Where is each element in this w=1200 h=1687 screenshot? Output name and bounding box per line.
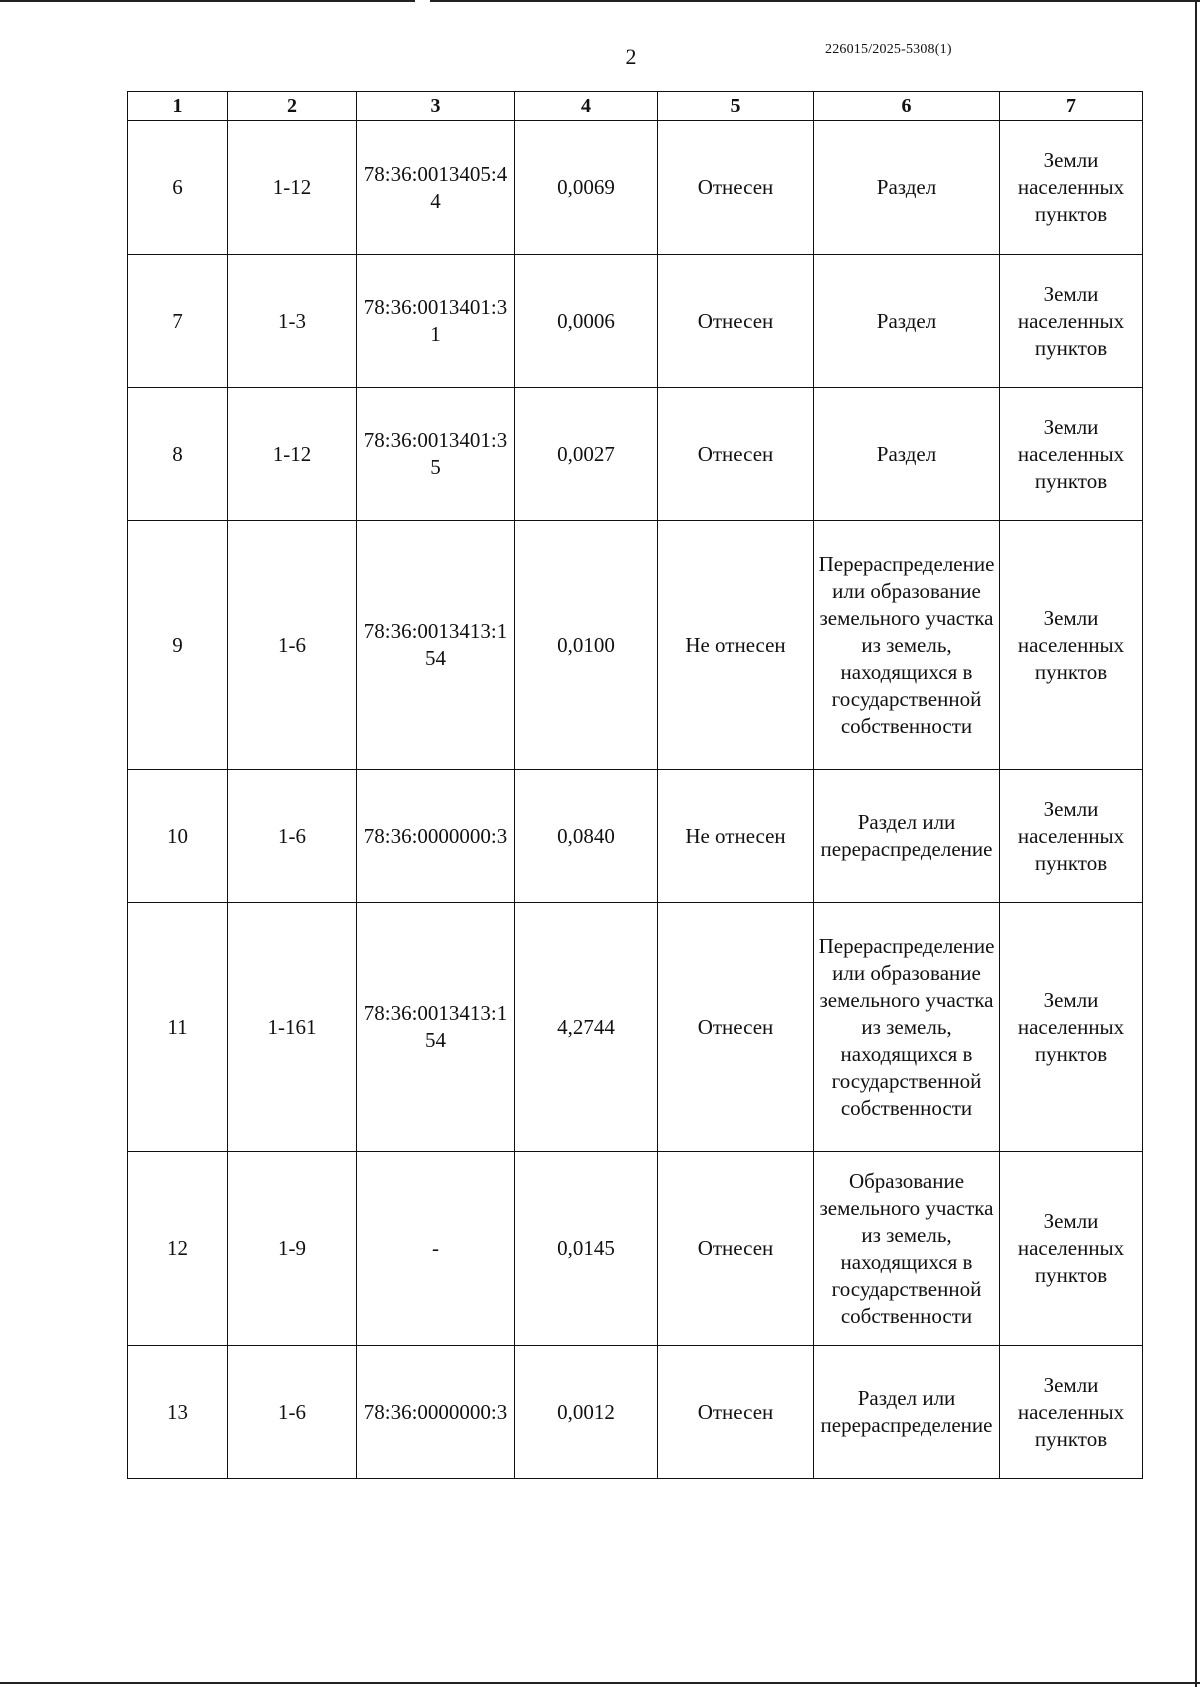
cell-number: 10 xyxy=(128,770,228,903)
table-row xyxy=(128,1346,1143,1479)
cell-area: 0,0027 xyxy=(515,388,658,521)
cell-land-category: Земли населенных пунктов xyxy=(1000,255,1143,388)
cell-cadastral-number: 78:36:0013401:35 xyxy=(357,388,515,521)
column-header: 4 xyxy=(515,92,658,121)
cell-land-category: Земли населенных пунктов xyxy=(1000,1152,1143,1346)
cell-points: 1-12 xyxy=(228,388,357,521)
cell-number: 9 xyxy=(128,521,228,770)
document-registration-number: 226015/2025-5308(1) xyxy=(825,42,952,57)
scan-border-bottom xyxy=(0,1682,1200,1684)
column-header: 3 xyxy=(357,92,515,121)
cell-land-category: Земли населенных пунктов xyxy=(1000,1346,1143,1479)
column-header: 7 xyxy=(1000,92,1143,121)
cell-status: Отнесен xyxy=(658,121,814,255)
cell-land-category: Земли населенных пунктов xyxy=(1000,388,1143,521)
table-row xyxy=(128,255,1143,388)
cell-method: Перераспределение или образование земельного участка из земель, находящихся в государственной собственности xyxy=(814,521,1000,770)
column-header: 2 xyxy=(228,92,357,121)
cell-method: Раздел xyxy=(814,388,1000,521)
cell-number: 12 xyxy=(128,1152,228,1346)
cell-method: Раздел или перераспределение xyxy=(814,770,1000,903)
cell-land-category: Земли населенных пунктов xyxy=(1000,521,1143,770)
cell-area: 0,0006 xyxy=(515,255,658,388)
cell-number: 8 xyxy=(128,388,228,521)
cell-cadastral-number: 78:36:0013405:44 xyxy=(357,121,515,255)
table-row xyxy=(128,903,1143,1152)
cell-status: Отнесен xyxy=(658,388,814,521)
cell-points: 1-12 xyxy=(228,121,357,255)
cell-points: 1-9 xyxy=(228,1152,357,1346)
scan-border-right xyxy=(1195,0,1197,1687)
land-plots-table xyxy=(127,91,1143,1479)
cell-number: 6 xyxy=(128,121,228,255)
cell-status: Отнесен xyxy=(658,903,814,1152)
cell-area: 0,0069 xyxy=(515,121,658,255)
table-row xyxy=(128,388,1143,521)
cell-cadastral-number: 78:36:0013413:154 xyxy=(357,521,515,770)
cell-area: 4,2744 xyxy=(515,903,658,1152)
cell-cadastral-number: - xyxy=(357,1152,515,1346)
cell-number: 11 xyxy=(128,903,228,1152)
table-row xyxy=(128,121,1143,255)
cell-method: Раздел xyxy=(814,121,1000,255)
cell-area: 0,0840 xyxy=(515,770,658,903)
cell-status: Не отнесен xyxy=(658,521,814,770)
cell-points: 1-6 xyxy=(228,770,357,903)
cell-status: Отнесен xyxy=(658,1152,814,1346)
cell-points: 1-6 xyxy=(228,521,357,770)
page-number: 2 xyxy=(625,44,637,69)
cell-number: 13 xyxy=(128,1346,228,1479)
table-header-row xyxy=(128,92,1143,121)
cell-method: Раздел или перераспределение xyxy=(814,1346,1000,1479)
cell-points: 1-3 xyxy=(228,255,357,388)
cell-method: Образование земельного участка из земель, находящихся в государственной собственности xyxy=(814,1152,1000,1346)
table-row xyxy=(128,521,1143,770)
column-header: 6 xyxy=(814,92,1000,121)
scan-border-top-left xyxy=(0,0,415,2)
cell-cadastral-number: 78:36:0013401:31 xyxy=(357,255,515,388)
cell-number: 7 xyxy=(128,255,228,388)
cell-area: 0,0012 xyxy=(515,1346,658,1479)
cell-status: Не отнесен xyxy=(658,770,814,903)
cell-cadastral-number: 78:36:0013413:154 xyxy=(357,903,515,1152)
cell-method: Раздел xyxy=(814,255,1000,388)
cell-area: 0,0100 xyxy=(515,521,658,770)
cell-land-category: Земли населенных пунктов xyxy=(1000,903,1143,1152)
cell-area: 0,0145 xyxy=(515,1152,658,1346)
scan-border-top-right xyxy=(430,0,1200,2)
cell-points: 1-6 xyxy=(228,1346,357,1479)
column-header: 1 xyxy=(128,92,228,121)
cell-status: Отнесен xyxy=(658,1346,814,1479)
cell-method: Перераспределение или образование земельного участка из земель, находящихся в государственной собственности xyxy=(814,903,1000,1152)
cell-land-category: Земли населенных пунктов xyxy=(1000,121,1143,255)
table-row xyxy=(128,770,1143,903)
cell-status: Отнесен xyxy=(658,255,814,388)
cell-land-category: Земли населенных пунктов xyxy=(1000,770,1143,903)
column-header: 5 xyxy=(658,92,814,121)
cell-cadastral-number: 78:36:0000000:3 xyxy=(357,1346,515,1479)
table-row xyxy=(128,1152,1143,1346)
cell-cadastral-number: 78:36:0000000:3 xyxy=(357,770,515,903)
cell-points: 1-161 xyxy=(228,903,357,1152)
